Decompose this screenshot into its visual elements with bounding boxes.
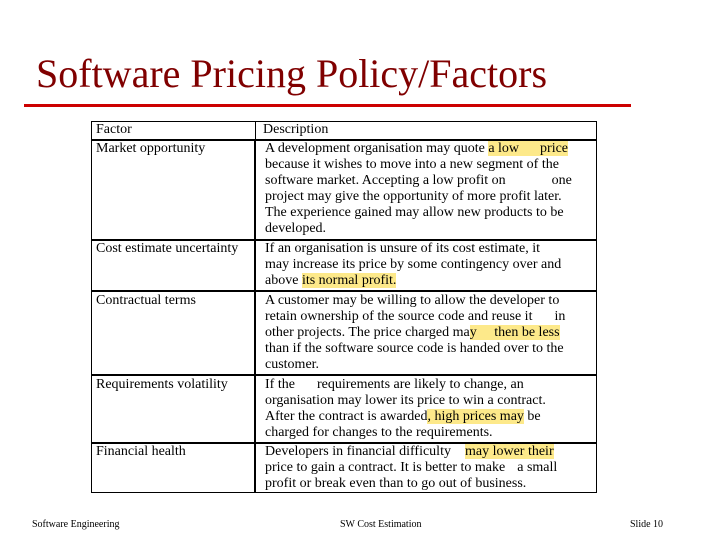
description-line: because it wishes to move into a new segment of the	[265, 157, 559, 172]
description-line: The experience gained may allow new products to be	[265, 205, 564, 220]
highlight: , high prices may	[427, 409, 524, 424]
slide-title: Software Pricing Policy/Factors	[36, 51, 548, 96]
highlight: y	[469, 325, 477, 340]
footer-slide-number: Slide 10	[630, 519, 664, 530]
description-line: price to gain a contract. It is better to make a small	[265, 460, 558, 475]
description-line: A development organisation may quote a low price	[265, 141, 569, 156]
description-line: profit or break even than to go out of business.	[265, 476, 527, 491]
factor-contractual-terms: Contractual terms	[96, 293, 196, 308]
description-line: charged for changes to the requirements.	[265, 425, 493, 440]
description-line: organisation may lower its price to win a contract.	[265, 393, 546, 408]
highlight: its normal profit.	[301, 273, 397, 288]
description-line: If an organisation is unsure of its cost estimate, it	[265, 241, 541, 256]
footer-course: Software Engineering	[32, 519, 120, 530]
factor-requirements-volatility: Requirements volatility	[96, 377, 228, 392]
description-line: other projects. The price charged may then be less	[265, 325, 560, 340]
description-line: If the requirements are likely to change, an	[265, 377, 524, 392]
description-line: developed.	[265, 221, 327, 236]
description-line: A customer may be willing to allow the developer to	[265, 293, 560, 308]
description-line: project may give the opportunity of more profit later.	[265, 189, 562, 204]
factor-cost-estimate-uncertainty: Cost estimate uncertainty	[96, 241, 239, 256]
highlight: may lower their	[464, 444, 554, 459]
description-line: customer.	[265, 357, 320, 372]
header-column-divider	[255, 121, 256, 140]
description-line: may increase its price by some contingency over and	[265, 257, 562, 272]
description-line: software market. Accepting a low profit on one	[265, 173, 572, 188]
factor-financial-health: Financial health	[96, 444, 186, 459]
description-line: After the contract is awarded, high prices may be	[265, 409, 541, 424]
footer-topic: SW Cost Estimation	[340, 519, 422, 530]
description-line: above its normal profit.	[265, 273, 397, 288]
factor-market-opportunity: Market opportunity	[96, 141, 206, 156]
highlight: a low	[488, 141, 520, 156]
header-factor: Factor	[96, 122, 132, 137]
pricing-factors-table	[91, 121, 597, 493]
description-line: than if the software source code is handed over to the	[265, 341, 564, 356]
description-line: retain ownership of the source code and reuse it in	[265, 309, 566, 324]
highlight: then be less	[494, 325, 560, 340]
description-line: Developers in financial difficulty may lower their	[265, 444, 554, 459]
header-row	[91, 121, 597, 140]
title-underline	[24, 104, 631, 107]
header-description: Description	[263, 122, 329, 137]
highlight: price	[540, 141, 569, 156]
